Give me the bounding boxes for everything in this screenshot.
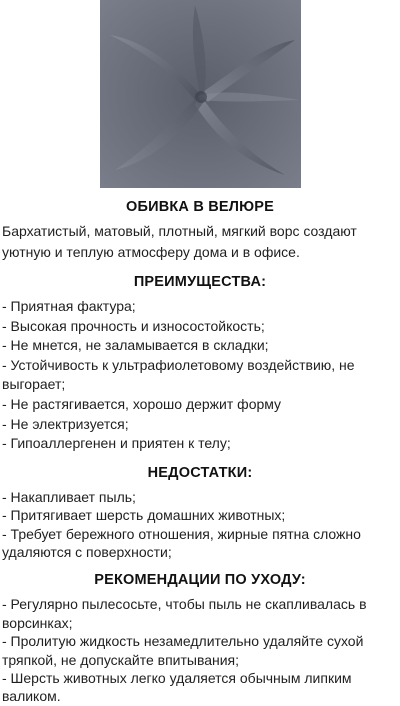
cons-heading: НЕДОСТАТКИ: — [147, 464, 253, 481]
list-item: - Высокая прочность и износостойкость; — [2, 317, 265, 334]
care-heading: РЕКОМЕНДАЦИИ ПО УХОДУ: — [94, 572, 306, 589]
list-item: - Шерсть животных легко удаляется обычным липким валиком. — [2, 670, 352, 705]
list-item: - Устойчивость к ультрафиолетовому воздействию, не выгорает; — [2, 356, 355, 393]
list-item: - Требует бережного отношения, жирные пятна сложно удаляются с поверхности; — [2, 525, 361, 560]
list-item: - Не электризуется; — [2, 415, 129, 432]
fabric-swatch-image — [100, 0, 301, 188]
list-item: - Не растягивается, хорошо держит форму — [2, 395, 282, 412]
cons-list — [0, 488, 400, 562]
description-content — [0, 197, 400, 706]
list-item: - Накапливает пыль; — [2, 488, 136, 505]
list-item: - Гипоаллергенен и приятен к телу; — [2, 435, 231, 452]
list-item: - Притягивает шерсть домашних животных; — [2, 507, 286, 524]
care-list — [0, 595, 400, 705]
pros-list — [0, 297, 400, 454]
list-item: - Приятная фактура; — [2, 298, 136, 314]
list-item: - Пролитую жидкость незамедлительно удаляйте сухой тряпкой, не допускайте впитывания; — [2, 633, 364, 668]
intro-text: Бархатистый, матовый, плотный, мягкий ворс создают уютную и теплую атмосферу дома и в офисе. — [2, 223, 357, 260]
intro-heading: ОБИВКА В ВЕЛЮРЕ — [125, 199, 275, 215]
list-item: - Не мнется, не заламывается в складки; — [2, 337, 269, 354]
list-item: - Регулярно пылесосьте, чтобы пыль не скапливалась в ворсинках; — [2, 596, 367, 631]
pros-heading: ПРЕИМУЩЕСТВА: — [133, 274, 267, 290]
